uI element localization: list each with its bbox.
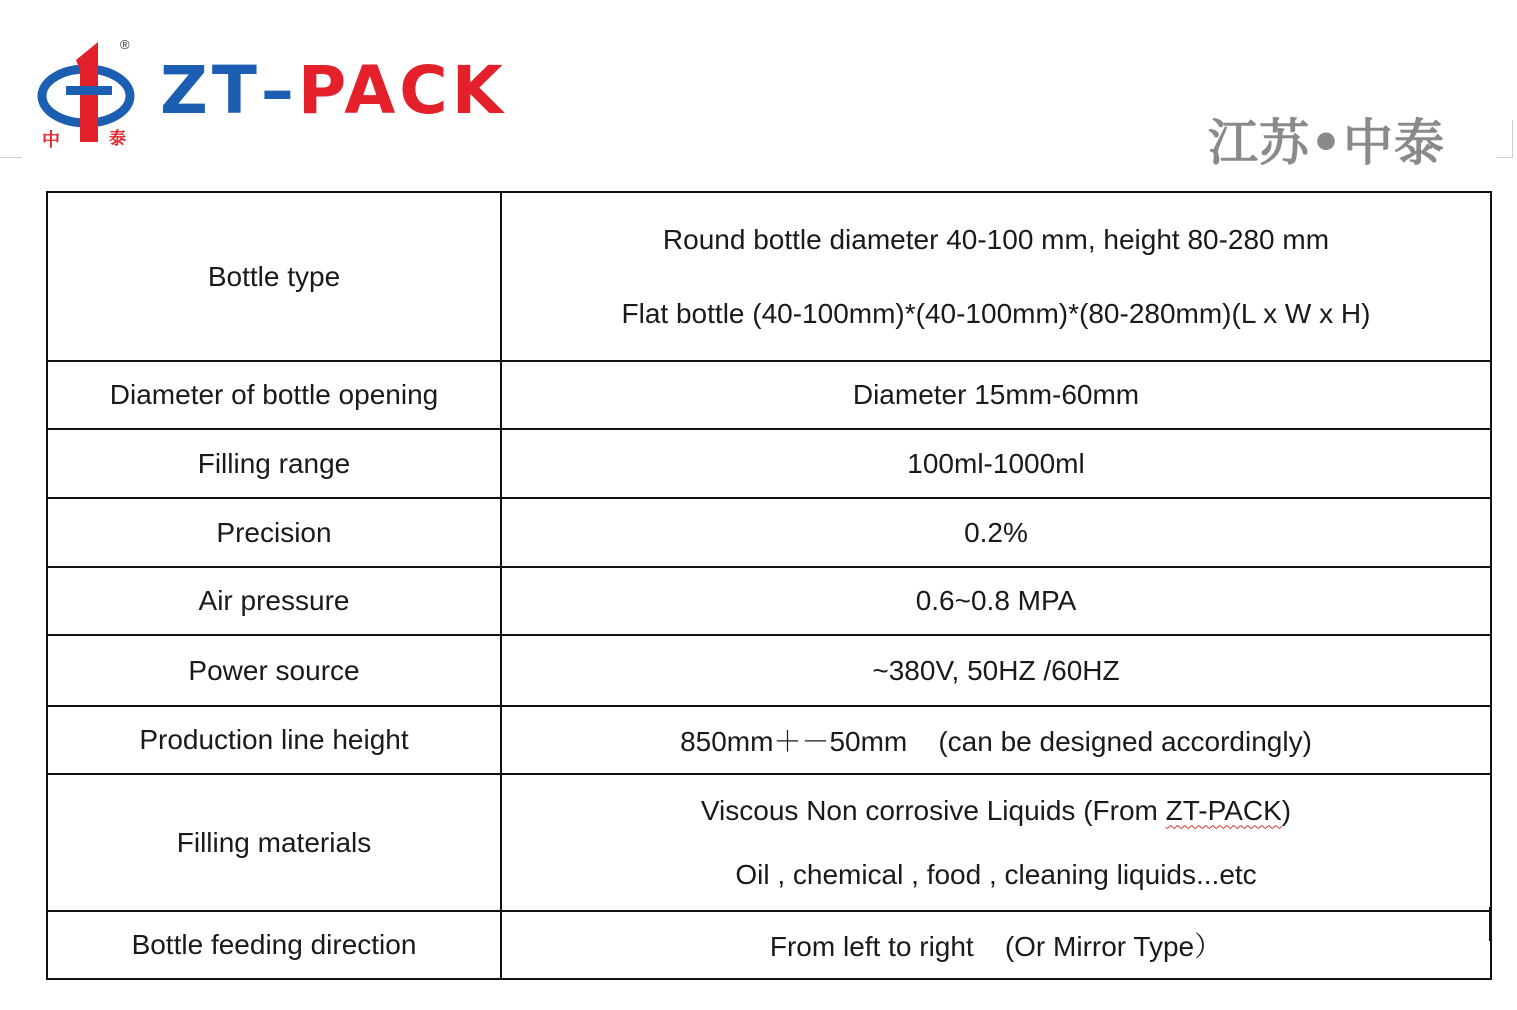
text-cursor [1489, 907, 1492, 941]
row-label: Diameter of bottle opening [47, 361, 501, 429]
value-text: Viscous Non corrosive Liquids (From [700, 794, 1166, 826]
zt-logo-icon [36, 38, 136, 150]
row-value: 0.6~0.8 MPA [501, 567, 1491, 635]
row-value: 850mm＋－50mm (can be designed accordingly) [501, 706, 1491, 774]
crop-mark-right-horizontal [1497, 157, 1513, 158]
brand-name [160, 52, 507, 129]
spec-table [46, 191, 1492, 980]
row-value: ~380V, 50HZ /60HZ [501, 635, 1491, 706]
table-row-power-source [47, 635, 1491, 706]
row-label: Production line height [47, 706, 501, 774]
brand-dash: – [260, 52, 298, 129]
row-value [501, 774, 1491, 911]
logo-char-right: 泰 [109, 129, 126, 149]
brand-part-pack: PACK [297, 52, 507, 129]
value-text: ) [1281, 794, 1292, 826]
value-line: Round bottle diameter 40-100 mm, height 80-280 mm [662, 223, 1330, 255]
table-row-filling-materials [47, 774, 1491, 911]
table-row-air-pressure [47, 567, 1491, 635]
row-label: Power source [47, 635, 501, 706]
value-line: Oil , chemical , food , cleaning liquids...etc [735, 858, 1257, 890]
row-label: Bottle type [47, 192, 501, 361]
value-line: Flat bottle (40-100mm)*(40-100mm)*(80-280mm)(L x W x H) [621, 297, 1371, 329]
row-value: From left to right (Or Mirror Type） [501, 911, 1491, 979]
table-row-bottle-type [47, 192, 1491, 361]
table-row-feeding-direction [47, 911, 1491, 979]
value-line [510, 795, 1482, 827]
row-value [501, 192, 1491, 361]
row-label: Bottle feeding direction [47, 911, 501, 979]
table-row-filling-range [47, 429, 1491, 498]
table-row-bottle-opening [47, 361, 1491, 429]
row-label: Precision [47, 498, 501, 567]
registered-mark: ® [120, 37, 130, 52]
crop-mark-left [0, 157, 22, 158]
brand-part-zt: ZT [160, 52, 261, 129]
row-label: Filling materials [47, 774, 501, 911]
row-label: Air pressure [47, 567, 501, 635]
row-label: Filling range [47, 429, 501, 498]
row-value: 0.2% [501, 498, 1491, 567]
company-name-cn: 江苏•中泰 [1208, 114, 1445, 172]
brand-reference: ZT-PACK [1165, 794, 1282, 826]
crop-mark-right-vertical [1512, 120, 1513, 158]
table-row-precision [47, 498, 1491, 567]
row-value: 100ml-1000ml [501, 429, 1491, 498]
table-row-line-height [47, 706, 1491, 774]
logo-char-left: 中 [42, 130, 60, 150]
row-value: Diameter 15mm-60mm [501, 361, 1491, 429]
